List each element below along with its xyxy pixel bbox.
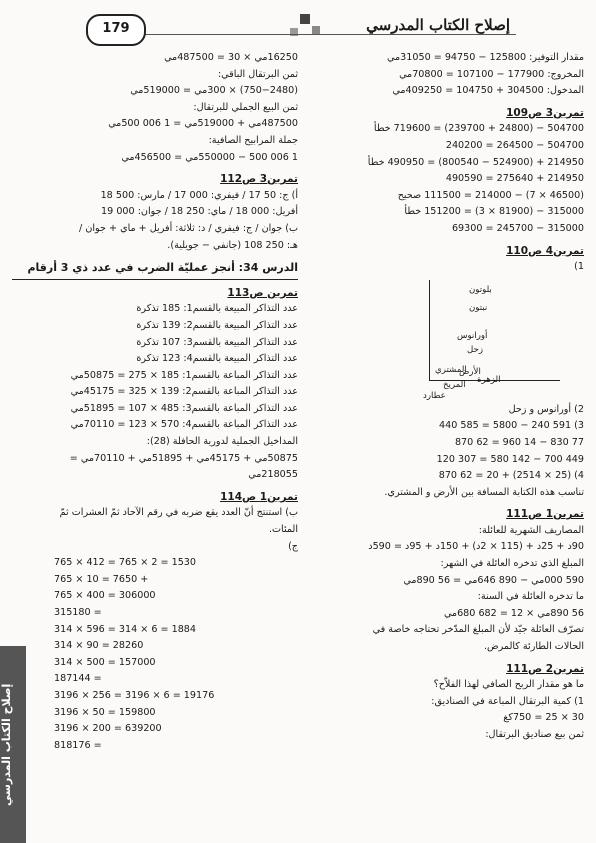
- text-line: عدد التذاكر المباعة بالقسم4: 570 × 123 = 70110مي: [70, 419, 298, 431]
- text-line: المداخيل الجملية لدورية الحافلة (28):: [146, 436, 298, 448]
- text-line: عدد التذاكر المبيعة بالقسم4: 123 تذكرة: [136, 353, 298, 365]
- calc-line: 314 × 596 = 314 × 6 = 1884: [54, 623, 197, 635]
- page-number: 179: [86, 14, 146, 46]
- calc-line: 315180 =: [54, 607, 102, 618]
- text-line: أفريل: 000 18 / ماي: 250 18 / جوان: 000 19: [101, 206, 298, 218]
- text-line: 315000 − (81900 × 3) = 151200 خطأ: [404, 206, 584, 218]
- text-line: عدد التذاكر المباعة بالقسم2: 139 × 325 = 45175مي: [70, 386, 298, 398]
- text-line: تناسب هذه الكتابة المسافة بين الأرض و المشتري.: [384, 486, 584, 498]
- planet-label: الزهرة: [477, 374, 501, 385]
- text-line: مقدار التوفير: 125800 − 94750 = 31050مي: [387, 52, 584, 63]
- exercise-title: تمرين4 ص110: [506, 244, 584, 257]
- decor-square: [300, 14, 310, 24]
- text-line: تصرّف العائلة جيّد لأن المبلغ المدّخر تحتاجه خاصة في: [372, 624, 584, 636]
- planet-label: عطارد: [423, 390, 446, 401]
- right-column: [318, 50, 584, 744]
- text-line: (46500 × 7) − 214000 = 111500 صحيح: [397, 189, 584, 201]
- multiplication-work: [12, 555, 298, 754]
- planet-label: الأرض: [459, 366, 481, 377]
- text-line: 30 × 25 = 750كغ: [503, 712, 584, 724]
- text-line: ثمن البرتقال الباقي:: [217, 68, 298, 80]
- text-line: أ) ج: 50 17 / فيفري: 000 17 / مارس: 500 18: [100, 189, 298, 201]
- text-line: 56 890مي × 12 = 682 680مي: [443, 607, 584, 619]
- planet-label: المريخ: [443, 379, 466, 390]
- side-tab: [0, 646, 26, 843]
- left-column: [12, 50, 298, 754]
- calc-line: 765 × 412 = 765 × 2 = 1530: [54, 557, 197, 569]
- text-line: عدد التذاكر المباعة بالقسم1: 185 × 275 = 50875مي: [70, 369, 298, 381]
- calc-line: 3196 × 50 = 159800: [54, 706, 156, 718]
- page-header: [0, 6, 596, 46]
- text-line: 16250مي × 30 = 487500مي: [164, 52, 298, 63]
- text-line: المبلغ الذي تدخره العائلة في الشهر:: [440, 558, 584, 570]
- text-line: هـ: 250 108 (جانفي − جويلية).: [167, 239, 298, 251]
- exercise-title: تمرين3 ص112: [220, 173, 298, 186]
- text-line: ب) جوان / ج: فيفري / د: ثلاثة: أفريل + ماي + جوان /: [79, 222, 298, 234]
- text-line: عدد التذاكر المباعة بالقسم3: 485 × 107 = 51895مي: [70, 402, 298, 414]
- text-line: المدخول: 304500 + 104750 = 409250مي: [392, 85, 584, 97]
- calc-line: 765 × 400 = 306000: [54, 590, 156, 602]
- planet-diagram: [423, 280, 584, 402]
- text-line: عدد التذاكر المبيعة بالقسم3: 107 تذكرة: [136, 336, 298, 348]
- text-line: 504700 − (24800 + 239700) = 719600 خطأ: [373, 123, 584, 135]
- item-number: 1): [574, 261, 584, 273]
- calc-line: 187144 =: [54, 673, 102, 685]
- text-line: 90د + 25د + (115 × 2د) + 150د + 95د = 590د: [368, 541, 584, 553]
- planet-label: بلوتون: [469, 284, 492, 295]
- text-line: 1 006 500 − 550000مي = 456500مي: [121, 151, 298, 163]
- text-line: 4) (25 × 2514) + 20 = 62 870: [438, 470, 584, 482]
- text-line: عدد التذاكر المبيعة بالقسم2: 139 تذكرة: [136, 319, 298, 331]
- text-line: ب) استنتج أنّ العدد يقع ضربه في رقم الآحاد ثمّ العشرات ثمّ: [59, 507, 298, 519]
- text-line: المصاريف الشهرية للعائلة:: [478, 524, 584, 536]
- exercise-title: تمرين1 ص114: [220, 490, 298, 503]
- text-line: ما تدخره العائلة في السنة:: [477, 591, 584, 603]
- text-line: جملة المرابيح الصافية:: [208, 134, 298, 146]
- calc-line: 765 × 10 = 7650 +: [54, 573, 149, 585]
- text-line: 590 000مي − 890 646مي = 56 890مي: [403, 574, 584, 586]
- calc-line: 314 × 90 = 28260: [54, 640, 144, 652]
- calc-line: 3196 × 256 = 3196 × 6 = 19176: [54, 689, 215, 701]
- text-line: ثمن البيع الجملي للبرتقال:: [193, 101, 298, 113]
- text-line: 214950 + 275640 = 490590: [445, 173, 584, 185]
- text-line: 50875مي + 45175مي + 51895مي + 70110مي =: [69, 452, 298, 464]
- text-line: 487500مي + 519000مي = 1 006 500مي: [108, 118, 298, 130]
- text-line: المخروج: 177900 − 107100 = 70800مي: [399, 68, 584, 80]
- text-line: 504700 − 264500 = 240200: [445, 139, 584, 151]
- lesson-title: الدرس 34: أنجز عمليّة الضرب في عدد ذي 3 أرقام: [12, 260, 298, 280]
- text-line: 218055مي: [248, 469, 298, 481]
- text-line: 449 700 − 142 580 = 307 120: [436, 453, 584, 465]
- calc-line: 3196 × 200 = 639200: [54, 723, 162, 735]
- exercise-title: تمرين ص113: [227, 286, 298, 299]
- text-line: 2) أورانوس و زحل: [508, 403, 584, 415]
- text-line: 3) 591 240 − 5800 = 585 440: [439, 420, 584, 432]
- exercise-title: تمرين2 ص111: [506, 662, 584, 675]
- page-title: إصلاح الكتاب المدرسي: [366, 16, 510, 34]
- text-line: 1) كمية البرتقال المباعة في الصناديق:: [431, 695, 584, 707]
- planet-label: المشتري: [435, 364, 467, 375]
- text-line: عدد التذاكر المبيعة بالقسم1: 185 تذكرة: [136, 303, 298, 315]
- text-line: المئات.: [268, 524, 298, 536]
- planet-label: نبتون: [469, 302, 488, 313]
- text-line: ثمن بيع صناديق البرتقال:: [485, 729, 584, 740]
- decor-square: [312, 26, 320, 34]
- exercise-title: تمرين3 ص109: [506, 106, 584, 119]
- planet-label: أورانوس: [457, 330, 488, 341]
- side-tab-label: إصلاح الكتاب المدرسي: [0, 683, 13, 806]
- text-line: ما هو مقدار الربح الصافي لهذا الفلاّح؟: [433, 679, 584, 691]
- exercise-title: تمرين1 ص111: [506, 508, 584, 521]
- item-label: ج): [288, 540, 298, 552]
- text-line: 77 830 − 14 960 = 62 870: [454, 436, 584, 448]
- calc-line: 818176 =: [54, 739, 102, 751]
- calc-line: 314 × 500 = 157000: [54, 656, 156, 668]
- text-line: الحالات الطارئة كالمرض.: [483, 641, 584, 653]
- header-rule: [145, 34, 516, 36]
- text-line: (750−2480) × 300مي = 519000مي: [130, 85, 298, 97]
- text-line: 315000 − 245700 = 69300: [451, 222, 584, 234]
- text-line: 214950 + (524900 − 800540) = 490950 خطأ: [367, 156, 584, 168]
- planet-label: زحل: [467, 344, 483, 355]
